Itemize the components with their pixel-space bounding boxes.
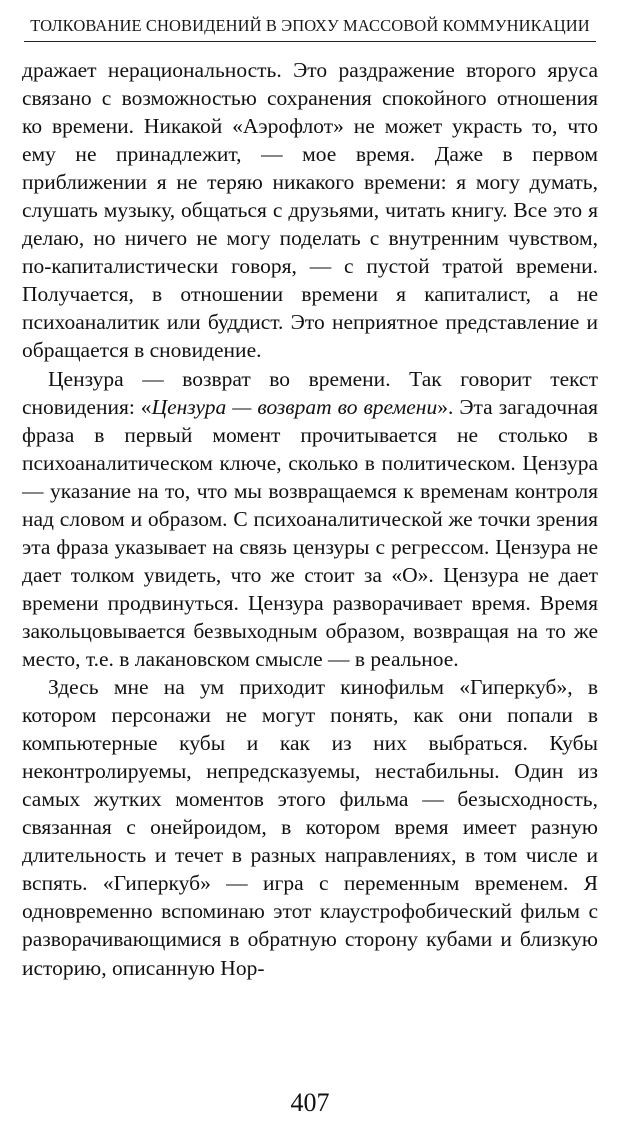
paragraph-2: [22, 365, 598, 674]
paragraph-2-italic-quote: Цензура — возврат во времени: [151, 394, 438, 419]
paragraph-2-text-after: ». Эта загадочная фраза в первый момент прочитывается не столько в психоаналитическом ключе, сколько в политическом. Цензура — указание на то, что мы возвращаемся к временам контроля над словом и образом. С психоаналитической же точки зрения эта фраза указывает на связь цензуры с регрессом. Цензура не дает толком увидеть, что же стоит за «О». Цензура не дает времени продвинуться. Цензура разворачивает время. Время закольцовывается безвыходным образом, возвращая на то же место, т.е. в лакановском смысле — в реальное.: [22, 394, 599, 671]
paragraph-1: дражает нерациональность. Это раздражение второго яруса связано с возможностью сохранения спокойного отношения ко времени. Никакой «Аэрофлот» не может украсть то, что ему не принадлежит, — мое время. Даже в первом приближении я не теряю никакого времени: я могу думать, слушать музыку, общаться с друзьями, читать книгу. Все это я делаю, но ничего не могу поделать с внутренним чувством, по-капиталистически говоря, — с пустой тратой времени. Получается, в отношении времени я капиталист, а не психоаналитик или буддист. Это неприятное представление и обращается в сновидение.: [22, 58, 598, 363]
running-head: ТОЛКОВАНИЕ СНОВИДЕНИЙ В ЭПОХУ МАССОВОЙ КОММУНИКАЦИИ: [30, 16, 590, 35]
paragraph-2-text-before: Цензура — возврат во времени. Так говорит текст сновидения: «: [22, 366, 598, 419]
page-number: 407: [290, 1088, 330, 1117]
header-rule: [24, 41, 596, 42]
page-body: [22, 56, 598, 982]
paragraph-3: Здесь мне на ум приходит кинофильм «Гиперкуб», в котором персонажи не могут понять, как они попали в компьютерные кубы и как из них выбраться. Кубы неконтролируемы, непредсказуемы, нестабильны. Один из самых жутких моментов этого фильма — безысходность, связанная с онейроидом, в котором время имеет разную длительность и течет в разных направлениях, в том числе и вспять. «Гиперкуб» — игра с переменным временем. Я одновременно вспоминаю этот клаустрофобический фильм с разворачивающимися в обратную сторону кубами и близкую историю, описанную Нор-: [22, 675, 598, 980]
